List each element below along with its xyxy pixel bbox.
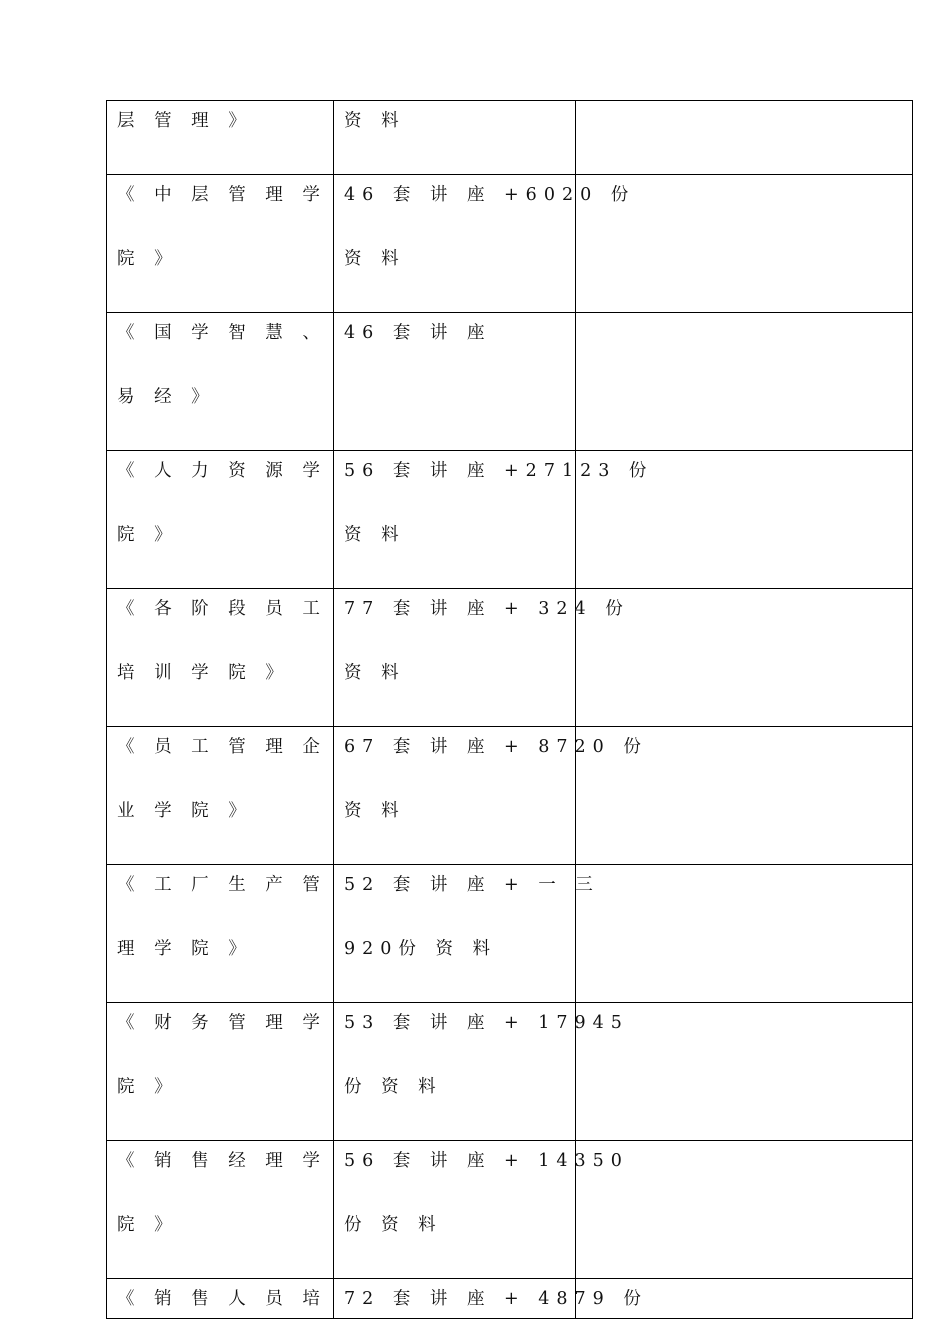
course-content-line: 53 套 讲 座 + 17945 [344, 1012, 629, 1033]
course-name-line: 《 中 层 管 理 学 [117, 184, 327, 205]
course-name-line: 院 》 [117, 1077, 179, 1097]
empty-cell [576, 864, 913, 1002]
course-name-cell [107, 1140, 334, 1278]
table-row [107, 588, 913, 726]
course-name-cell [107, 726, 334, 864]
course-name-line: 《 人 力 资 源 学 [117, 460, 327, 481]
course-content-cell [334, 312, 576, 450]
course-name-line: 《 销 售 经 理 学 [117, 1150, 327, 1171]
course-name-line: 院 》 [117, 1215, 179, 1235]
course-content-cell [334, 101, 576, 175]
course-content-line: 52 套 讲 座 + 一 三 [344, 874, 600, 895]
course-name-line: 理 学 院 》 [117, 939, 253, 959]
table-row [107, 1140, 913, 1278]
course-name-cell [107, 312, 334, 450]
course-name-cell [107, 588, 334, 726]
course-name-line: 院 》 [117, 249, 179, 269]
course-name-line: 《 销 售 人 员 培 [117, 1288, 327, 1309]
course-content-line: 56 套 讲 座 +27123 份 [344, 460, 654, 481]
course-name-cell [107, 864, 334, 1002]
table-row [107, 1002, 913, 1140]
course-content-cell [334, 1278, 648, 1318]
course-name-line: 《 工 厂 生 产 管 [117, 874, 327, 895]
course-name-line: 《 员 工 管 理 企 [117, 736, 327, 757]
course-name-line: 易 经 》 [117, 387, 216, 407]
course-name-line: 《 财 务 管 理 学 [117, 1012, 327, 1033]
course-content-line: 72 套 讲 座 + 4879 份 [344, 1288, 648, 1309]
course-content-cell [334, 1140, 629, 1278]
course-name-cell [107, 101, 334, 175]
empty-cell [576, 101, 913, 175]
table-row [107, 101, 913, 175]
table-row [107, 174, 913, 312]
course-name-line: 院 》 [117, 525, 179, 545]
course-content-cell [334, 864, 600, 1002]
course-content-line: 资 料 [344, 801, 406, 821]
table-row [107, 864, 913, 1002]
course-name-cell [107, 1002, 334, 1140]
course-content-cell [334, 588, 630, 726]
empty-cell [576, 312, 913, 450]
table-row [107, 450, 913, 588]
course-name-line: 《 各 阶 段 员 工 [117, 598, 327, 619]
table-row [107, 726, 913, 864]
course-table [106, 100, 913, 1319]
course-name-line: 培 训 学 院 》 [117, 663, 290, 683]
table-row [107, 1278, 913, 1318]
course-content-line: 资 料 [344, 111, 406, 131]
course-content-line: 67 套 讲 座 + 8720 份 [344, 736, 648, 757]
course-name-cell [107, 450, 334, 588]
course-content-line: 资 料 [344, 525, 406, 545]
course-content-line: 56 套 讲 座 + 14350 [344, 1150, 629, 1171]
course-content-cell [334, 450, 654, 588]
course-name-line: 《 国 学 智 慧 、 [117, 322, 327, 343]
course-content-cell [334, 1002, 629, 1140]
course-name-cell [107, 1278, 334, 1318]
course-content-line: 份 资 料 [344, 1215, 443, 1235]
course-content-cell [334, 726, 648, 864]
table-row [107, 312, 913, 450]
course-name-line: 业 学 院 》 [117, 801, 253, 821]
course-content-line: 920份 资 料 [344, 939, 498, 959]
course-content-line: 77 套 讲 座 + 324 份 [344, 598, 630, 619]
course-content-cell [334, 174, 636, 312]
course-content-line: 资 料 [344, 249, 406, 269]
course-name-cell [107, 174, 334, 312]
course-content-line: 资 料 [344, 663, 406, 683]
course-content-line: 46 套 讲 座 [344, 322, 492, 343]
course-name-line: 层 管 理 》 [117, 111, 253, 131]
course-content-line: 46 套 讲 座 +6020 份 [344, 184, 636, 205]
course-content-line: 份 资 料 [344, 1077, 443, 1097]
